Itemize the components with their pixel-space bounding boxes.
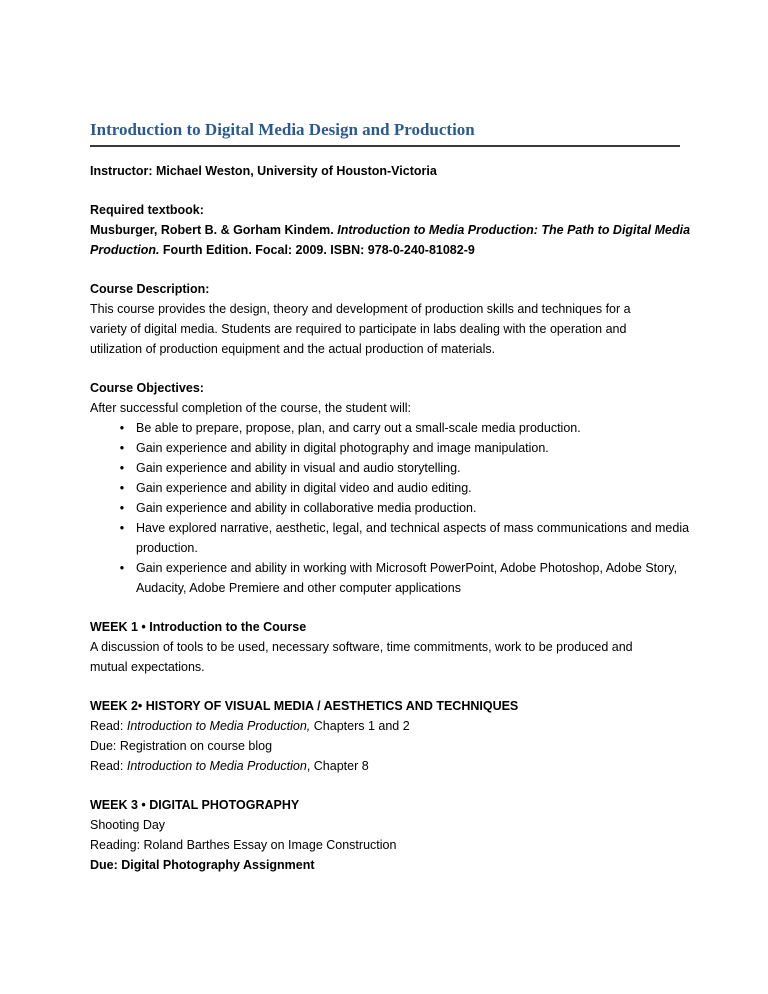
week3-line: Shooting Day [90,818,166,832]
instructor-line: Instructor: Michael Weston, University of Houston-Victoria [90,164,437,178]
week1-heading: WEEK 1 • Introduction to the Course [90,620,307,634]
week2-heading: WEEK 2• HISTORY OF VISUAL MEDIA / AESTHETICS AND TECHNIQUES [90,699,519,713]
objectives-section [90,378,690,598]
textbook-citation [90,220,690,260]
bullet-icon: • [119,521,125,535]
objectives-intro: After successful completion of the course, the student will: [90,401,411,415]
document-title: Introduction to Digital Media Design and Production [90,120,475,139]
description-line: This course provides the design, theory and development of production skills and techniques for a [90,302,631,316]
bullet-icon: • [119,461,125,475]
bullet-icon: • [119,421,125,435]
objectives-list [90,418,690,598]
bullet-icon: • [119,501,125,515]
week1-section [90,617,690,677]
week1-line: A discussion of tools to be used, necessary software, time commitments, work to be produced and [90,640,633,654]
week2-due: Due: Registration on course blog [90,739,273,753]
week2-section [90,696,690,776]
objectives-heading: Course Objectives: [90,381,204,395]
week2-read1: Read: Introduction to Media Production, Chapters 1 and 2 [90,719,410,733]
week3-due: Due: Digital Photography Assignment [90,858,315,872]
textbook-section [90,200,690,260]
description-line: utilization of production equipment and the actual production of materials. [90,342,496,356]
objective-item: • Gain experience and ability in working with Microsoft PowerPoint, Adobe Photoshop, Adobe Story, Audacity, Adobe Premiere and other computer applications [90,558,690,598]
objective-item: • Gain experience and ability in collaborative media production. [90,498,690,518]
textbook-details: Fourth Edition. Focal: 2009. ISBN: 978-0-240-81082-9 [159,243,475,257]
document-body [90,161,690,875]
objective-item: • Be able to prepare, propose, plan, and carry out a small-scale media production. [90,418,690,438]
week3-section [90,795,690,875]
objective-item: • Have explored narrative, aesthetic, legal, and technical aspects of mass communications and media production. [90,518,690,558]
description-section [90,279,690,359]
objective-item: • Gain experience and ability in visual and audio storytelling. [90,458,690,478]
textbook-title: Introduction to Media Production: The Path to Digital Media Production. [90,223,691,257]
textbook-heading: Required textbook: [90,203,204,217]
description-line: variety of digital media. Students are required to participate in labs dealing with the operation and [90,322,627,336]
description-heading: Course Description: [90,282,210,296]
bullet-icon: • [119,441,125,455]
objective-item: • Gain experience and ability in digital video and audio editing. [90,478,690,498]
bullet-icon: • [119,481,125,495]
week2-read2: Read: Introduction to Media Production, Chapter 8 [90,759,369,773]
bullet-icon: • [119,561,125,575]
title-underline [90,145,680,147]
week3-heading: WEEK 3 • DIGITAL PHOTOGRAPHY [90,798,300,812]
objective-item: • Gain experience and ability in digital photography and image manipulation. [90,438,690,458]
week1-line: mutual expectations. [90,660,205,674]
week3-line: Reading: Roland Barthes Essay on Image Construction [90,838,397,852]
textbook-authors: Musburger, Robert B. & Gorham Kindem. [90,223,338,237]
